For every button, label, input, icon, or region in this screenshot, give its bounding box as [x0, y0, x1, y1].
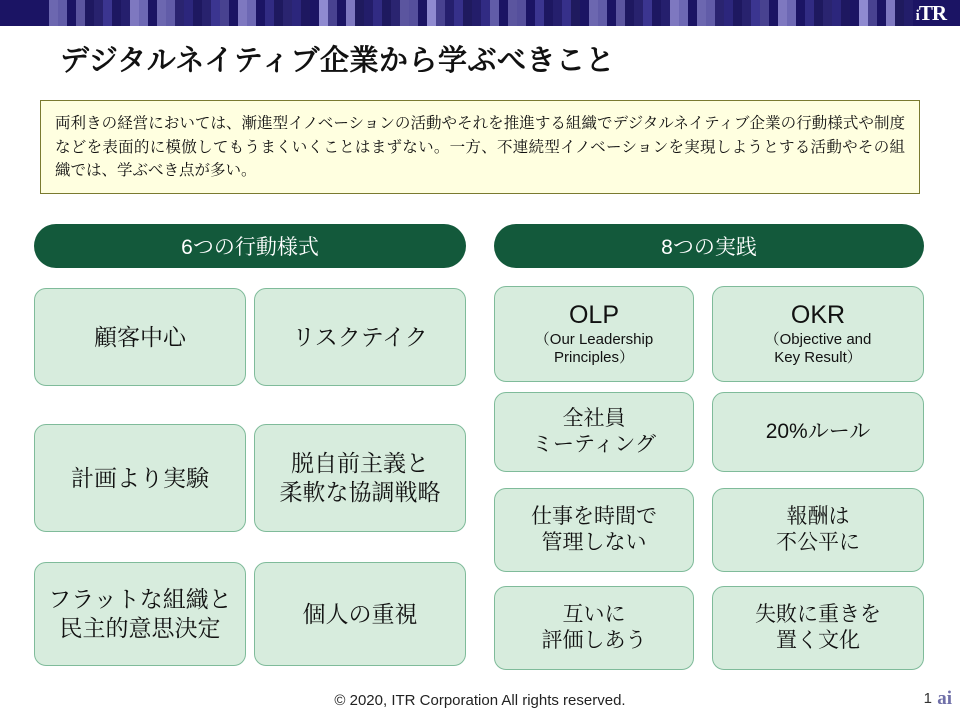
card-label: 脱自前主義と 柔軟な協調戦略: [279, 450, 441, 505]
page-title: デジタルネイティブ企業から学ぶべきこと: [60, 45, 615, 77]
card-label: 互いに 評価しあう: [541, 602, 647, 652]
card-label: 顧客中心: [94, 323, 186, 350]
card-label: OLP: [568, 301, 620, 330]
card-label: 全社員 ミーティング: [532, 406, 656, 456]
card-content: [765, 301, 872, 367]
practice-card: [712, 392, 924, 472]
behavior-card: [254, 424, 466, 532]
card-label: 20%ルール: [765, 419, 871, 443]
practice-card: [712, 586, 924, 670]
summary-note-text: 両利きの経営においては、漸進型イノベーションの活動やそれを推進する組織でデジタルネイティブ企業の行動様式や制度などを表面的に模倣してもうまくいくことはまずない。一方、不連続型イノベーションを実現しようとする活動やその組織では、学ぶべき点が多い。: [55, 115, 905, 180]
column-header-behaviors: 6つの行動様式: [34, 224, 466, 268]
page-number: 1: [923, 690, 932, 707]
practice-card: [494, 488, 694, 572]
practice-card: [494, 392, 694, 472]
behavior-card: [34, 424, 246, 532]
card-label: フラットな組織と 民主的意思決定: [48, 586, 232, 641]
card-label: 報酬は 不公平に: [776, 504, 860, 554]
card-label: 失敗に重きを 置く文化: [755, 602, 881, 652]
practice-card: [712, 286, 924, 382]
footer-copyright: © 2020, ITR Corporation All rights reserved.: [334, 692, 626, 709]
card-sublabel: （Our Leadership Principles）: [534, 330, 654, 366]
card-sublabel: （Objective and Key Result）: [764, 330, 872, 366]
behavior-card: [254, 288, 466, 386]
summary-note-box: [40, 100, 920, 194]
card-label: 計画より実験: [71, 464, 209, 491]
behavior-card: [34, 288, 246, 386]
itr-logo: [916, 1, 946, 26]
card-content: [535, 301, 653, 367]
card-label: リスクテイク: [292, 323, 428, 350]
card-label: 個人の重視: [302, 600, 418, 627]
practice-card: [494, 586, 694, 670]
practice-card: [712, 488, 924, 572]
card-label: 仕事を時間で 管理しない: [531, 504, 657, 554]
decorative-pattern: [40, 0, 920, 26]
behavior-card: [34, 562, 246, 666]
column-header-practices: 8つの実践: [494, 224, 924, 268]
top-bar: [0, 0, 960, 26]
behavior-card: [254, 562, 466, 666]
footer-mark: ai: [937, 688, 952, 709]
card-label: OKR: [790, 301, 846, 330]
itr-logo-text: iTR: [915, 1, 946, 25]
practice-card: [494, 286, 694, 382]
